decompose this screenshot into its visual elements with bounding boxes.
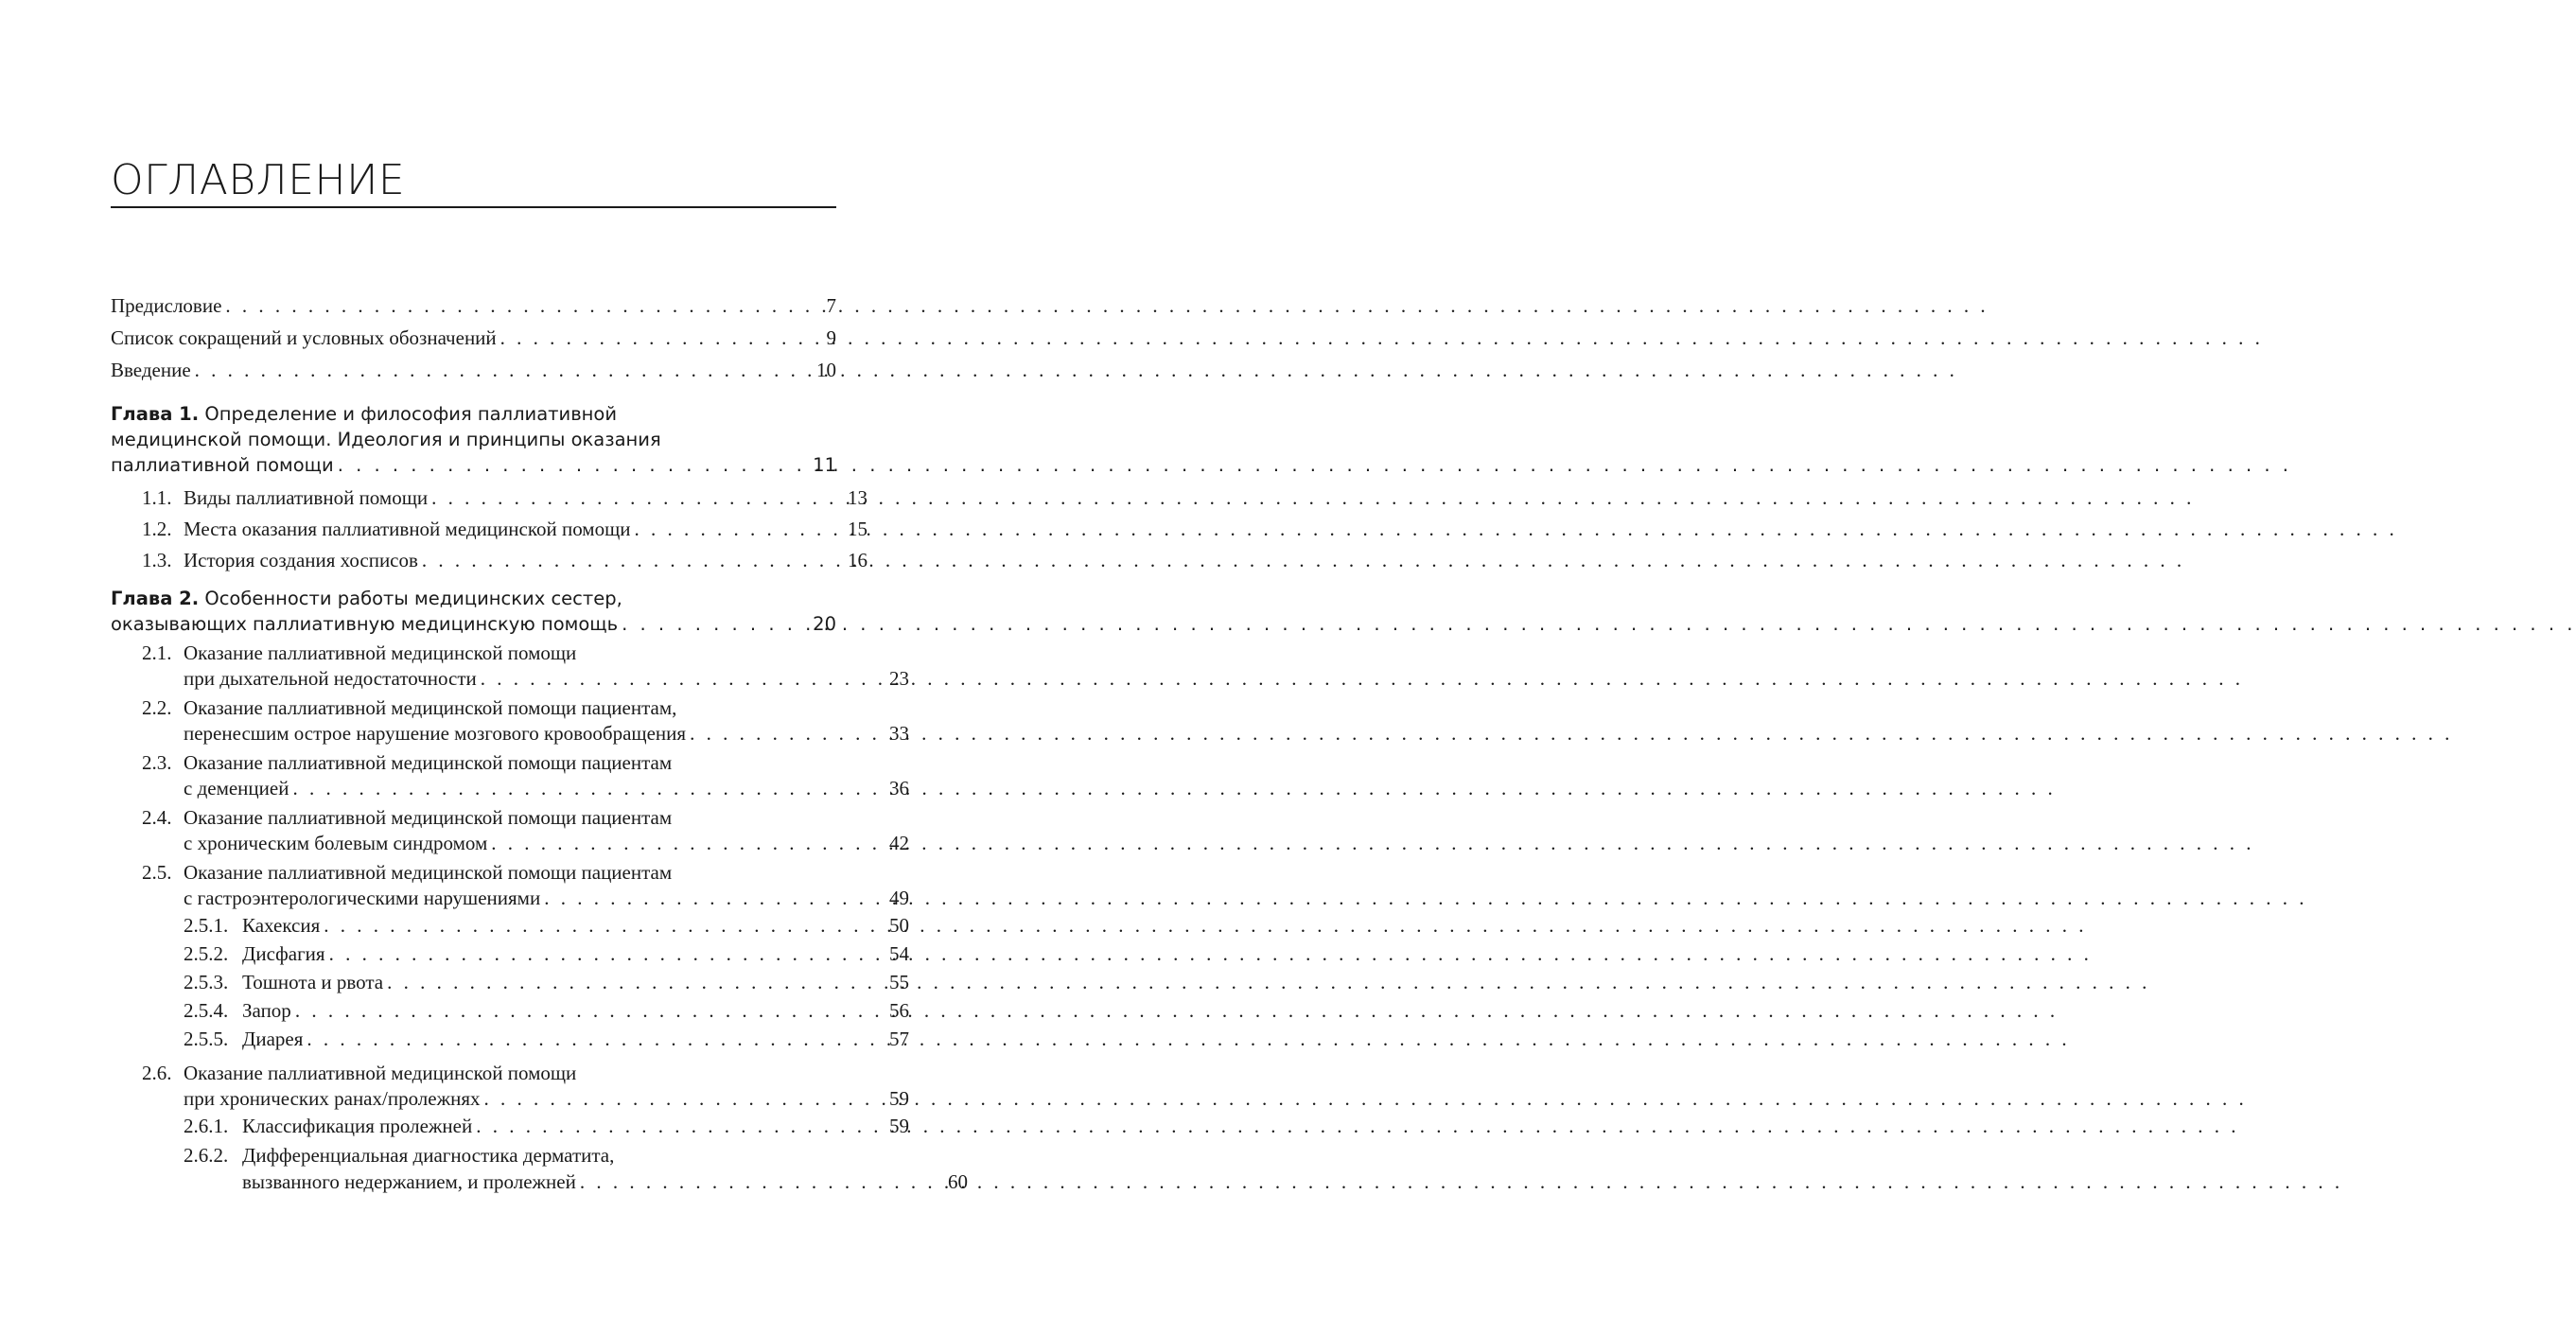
chapter-label: Глава 1.: [111, 403, 200, 425]
chapter-title-line: паллиативной помощи: [111, 454, 334, 476]
toc-entry-section-2-4[interactable]: [111, 805, 909, 856]
leader-dots: [431, 483, 844, 512]
section-number: 2.5.3.: [184, 971, 229, 993]
table-of-contents: [111, 291, 968, 1195]
leader-dots: [225, 291, 822, 320]
toc-entry-title: вызванного недержанием, и пролежней: [242, 1170, 576, 1193]
toc-entry-title: Оказание паллиативной медицинской помощи пациентам: [184, 751, 673, 774]
page-title: ОГЛАВЛЕНИЕ: [111, 156, 406, 204]
leader-dots: [491, 831, 885, 856]
toc-entry-title: Предисловие: [111, 294, 222, 317]
toc-entry-title: с гастроэнтерологическими нарушениями: [184, 887, 541, 909]
toc-page-number: 7: [826, 294, 836, 317]
toc-entry-section-2-3[interactable]: [111, 750, 909, 801]
toc-entry-title: Дисфагия: [242, 942, 325, 965]
toc-page-number: 60: [948, 1170, 968, 1193]
leader-dots: [544, 886, 885, 911]
toc-page-number: 59: [889, 1087, 909, 1110]
toc-entry-section-2-6[interactable]: [111, 1061, 909, 1112]
toc-entry-subsection-2-5-1[interactable]: [111, 911, 909, 940]
toc-page-number: 42: [889, 832, 909, 854]
section-number: 1.3.: [142, 549, 172, 571]
toc-entry-chapter-1[interactable]: [111, 401, 836, 478]
leader-dots: [476, 1112, 885, 1140]
leader-dots: [635, 515, 845, 543]
toc-entry-title: Оказание паллиативной медицинской помощи: [184, 641, 577, 664]
toc-entry-preface[interactable]: [111, 291, 836, 324]
toc-entry-subsection-2-6-2[interactable]: [111, 1142, 968, 1195]
toc-entry-title: с хроническим болевым синдромом: [184, 832, 488, 854]
section-number: 2.1.: [142, 641, 172, 664]
toc-entry-subsection-2-5-2[interactable]: [111, 940, 909, 968]
leader-dots: [481, 666, 885, 692]
leader-dots: [422, 546, 844, 574]
toc-entry-title: Запор: [242, 999, 291, 1022]
toc-page-number: 11: [813, 454, 836, 476]
leader-dots: [387, 968, 885, 996]
section-number: 2.6.: [142, 1062, 172, 1084]
toc-page-number: 13: [848, 486, 867, 509]
section-number: 2.4.: [142, 806, 172, 829]
toc-page-number: 16: [848, 549, 867, 571]
toc-page-number: 9: [826, 326, 836, 349]
toc-entry-title: История создания хосписов: [184, 549, 418, 571]
toc-page-number: 10: [816, 359, 836, 381]
toc-entry-chapter-2[interactable]: [111, 586, 836, 637]
toc-entry-title: Оказание паллиативной медицинской помощи пациентам: [184, 806, 673, 829]
chapter-title-line: оказывающих паллиативную медицинскую помощь: [111, 613, 619, 635]
toc-entry-title: Оказание паллиативной медицинской помощи пациентам,: [184, 696, 677, 719]
toc-entry-section-1-1[interactable]: [111, 483, 867, 512]
toc-entry-title: Места оказания паллиативной медицинской помощи: [184, 518, 631, 540]
section-number: 2.6.1.: [184, 1115, 229, 1137]
section-number: 2.6.2.: [184, 1144, 229, 1167]
toc-entry-subsection-2-5-3[interactable]: [111, 968, 909, 996]
toc-entry-title: Оказание паллиативной медицинской помощи пациентам: [184, 861, 673, 884]
section-number: 1.2.: [142, 518, 172, 540]
toc-page-number: 55: [889, 971, 909, 993]
leader-dots: [195, 356, 813, 384]
leader-dots: [622, 611, 809, 637]
section-number: 2.5.1.: [184, 914, 229, 937]
toc-page-number: 54: [889, 942, 909, 965]
toc-page-number: 59: [889, 1115, 909, 1137]
leader-dots: [484, 1086, 885, 1112]
chapter-title-line: Определение и философия паллиативной: [204, 403, 618, 425]
toc-page-number: 50: [889, 914, 909, 937]
toc-entry-title: Виды паллиативной помощи: [184, 486, 429, 509]
leader-dots: [324, 911, 885, 940]
toc-page-number: 56: [889, 999, 909, 1022]
section-number: 2.3.: [142, 751, 172, 774]
toc-entry-section-2-2[interactable]: [111, 695, 909, 747]
toc-entry-section-1-2[interactable]: [111, 515, 867, 543]
toc-entry-title: Дифференциальная диагностика дерматита,: [242, 1144, 615, 1167]
toc-entry-title: Тошнота и рвота: [242, 971, 384, 993]
leader-dots: [690, 721, 885, 747]
section-number: 1.1.: [142, 486, 172, 509]
title-divider: [111, 206, 836, 208]
toc-entry-title: Кахексия: [242, 914, 321, 937]
toc-entry-title: Список сокращений и условных обозначений: [111, 326, 497, 349]
section-number: 2.5.: [142, 861, 172, 884]
section-number: 2.5.4.: [184, 999, 229, 1022]
section-number: 2.5.2.: [184, 942, 229, 965]
toc-entry-title: Диарея: [242, 1028, 304, 1050]
leader-dots: [338, 452, 809, 478]
toc-entry-abbreviations[interactable]: [111, 324, 836, 356]
leader-dots: [329, 940, 885, 968]
toc-entry-section-2-5[interactable]: [111, 860, 909, 911]
toc-page-number: 33: [889, 722, 909, 745]
toc-entry-section-2-1[interactable]: [111, 641, 909, 692]
toc-entry-introduction[interactable]: [111, 356, 836, 388]
toc-entry-subsection-2-6-1[interactable]: [111, 1112, 909, 1140]
section-number: 2.5.5.: [184, 1028, 229, 1050]
leader-dots: [307, 1025, 885, 1053]
toc-page-number: 20: [813, 613, 836, 635]
toc-entry-title: Введение: [111, 359, 191, 381]
toc-entry-section-1-3[interactable]: [111, 546, 867, 574]
toc-entry-title: с деменцией: [184, 777, 289, 800]
toc-entry-title: перенесшим острое нарушение мозгового кровообращения: [184, 722, 687, 745]
toc-page-number: 49: [889, 887, 909, 909]
toc-page-number: 36: [889, 777, 909, 800]
leader-dots: [295, 996, 885, 1025]
chapter-title-line: медицинской помощи. Идеология и принципы оказания: [111, 429, 661, 450]
toc-entry-title: при дыхательной недостаточности: [184, 667, 477, 690]
leader-dots: [500, 324, 823, 352]
leader-dots: [580, 1169, 944, 1195]
toc-page-number: 57: [889, 1028, 909, 1050]
chapter-label: Глава 2.: [111, 588, 200, 609]
toc-entry-title: Оказание паллиативной медицинской помощи: [184, 1062, 577, 1084]
toc-entry-title: при хронических ранах/пролежнях: [184, 1087, 481, 1110]
toc-page-number: 23: [889, 667, 909, 690]
chapter-title-line: Особенности работы медицинских сестер,: [204, 588, 622, 609]
toc-page-number: 15: [848, 518, 867, 540]
section-number: 2.2.: [142, 696, 172, 719]
toc-entry-subsection-2-5-5[interactable]: [111, 1025, 909, 1053]
toc-entry-subsection-2-5-4[interactable]: [111, 996, 909, 1025]
toc-entry-title: Классификация пролежней: [242, 1115, 473, 1137]
leader-dots: [292, 776, 885, 801]
